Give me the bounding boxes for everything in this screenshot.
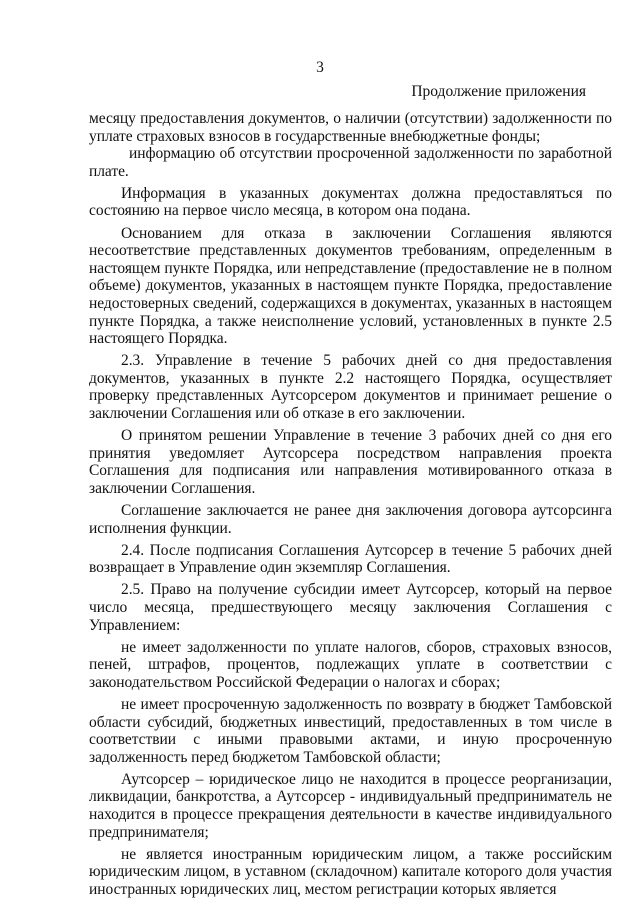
paragraph-1: месяцу предоставления документов, о наличии (отсутствии) задолженности по уплате страховых взносов в государственные внебюджетные фонды; bbox=[89, 110, 612, 145]
paragraph-11: не имеет просроченную задолженность по возврату в бюджет Тамбовской области субсидий, бюджетных инвестиций, предоставленных в том числе в соответствии с иными правовыми актами, и иную просроченную задолженность перед бюджетом Тамбовской области; bbox=[89, 695, 612, 766]
appendix-continuation-note: Продолжение приложения bbox=[411, 83, 586, 100]
paragraph-8: 2.4. После подписания Соглашения Аутсорсер в течение 5 рабочих дней возвращает в Управление один экземпляр Соглашения. bbox=[89, 541, 612, 577]
page-number: 3 bbox=[316, 59, 324, 76]
document-body bbox=[89, 110, 612, 898]
paragraph-12: Аутсорсер – юридическое лицо не находится в процессе реорганизации, ликвидации, банкротства, а Аутсорсер - индивидуальный предприниматель не находится в процессе прекращения деятельности в качестве индивидуального предпринимателя; bbox=[89, 770, 612, 841]
paragraph-3: Информация в указанных документах должна предоставляться по состоянию на первое число месяца, в котором она подана. bbox=[89, 184, 612, 220]
paragraph-2: информацию об отсутствии просроченной задолженности по заработной плате. bbox=[89, 145, 612, 180]
paragraph-13: не является иностранным юридическим лицом, а также российским юридическим лицом, в уставном (складочном) капитале которого доля участия иностранных юридических лиц, местом регистрации которых является bbox=[89, 845, 612, 898]
paragraph-10: не имеет задолженности по уплате налогов, сборов, страховых взносов, пеней, штрафов, процентов, подлежащих уплате в соответствии с законодательством Российской Федерации о налогах и сборах; bbox=[89, 638, 612, 691]
paragraph-7: Соглашение заключается не ранее дня заключения договора аутсорсинга исполнения функции. bbox=[89, 501, 612, 537]
paragraph-6: О принятом решении Управление в течение 3 рабочих дней со дня его принятия уведомляет Аутсорсера посредством направления проекта Соглашения для подписания или направления мотивированного отказа в заключении Соглашения. bbox=[89, 427, 612, 497]
paragraph-9: 2.5. Право на получение субсидии имеет Аутсорсер, который на первое число месяца, предшествующего месяцу заключения Соглашения с Управлением: bbox=[89, 581, 612, 634]
paragraph-5: 2.3. Управление в течение 5 рабочих дней со дня предоставления документов, указанных в пункте 2.2 настоящего Порядка, осуществляет проверку представленных Аутсорсером документов и принимает решение о заключении Соглашения или об отказе в его заключении. bbox=[89, 352, 612, 422]
paragraph-4: Основанием для отказа в заключении Соглашения являются несоответствие представленных документов требованиям, определенным в настоящем пункте Порядка, или непредставление (предоставление не в полном объеме) документов, указанных в настоящем пункте Порядка, предоставление недостоверных сведений, содержащихся в документах, указанных в настоящем пункте Порядка, а также неисполнение условий, установленных в пункте 2.5 настоящего Порядка. bbox=[89, 224, 612, 348]
